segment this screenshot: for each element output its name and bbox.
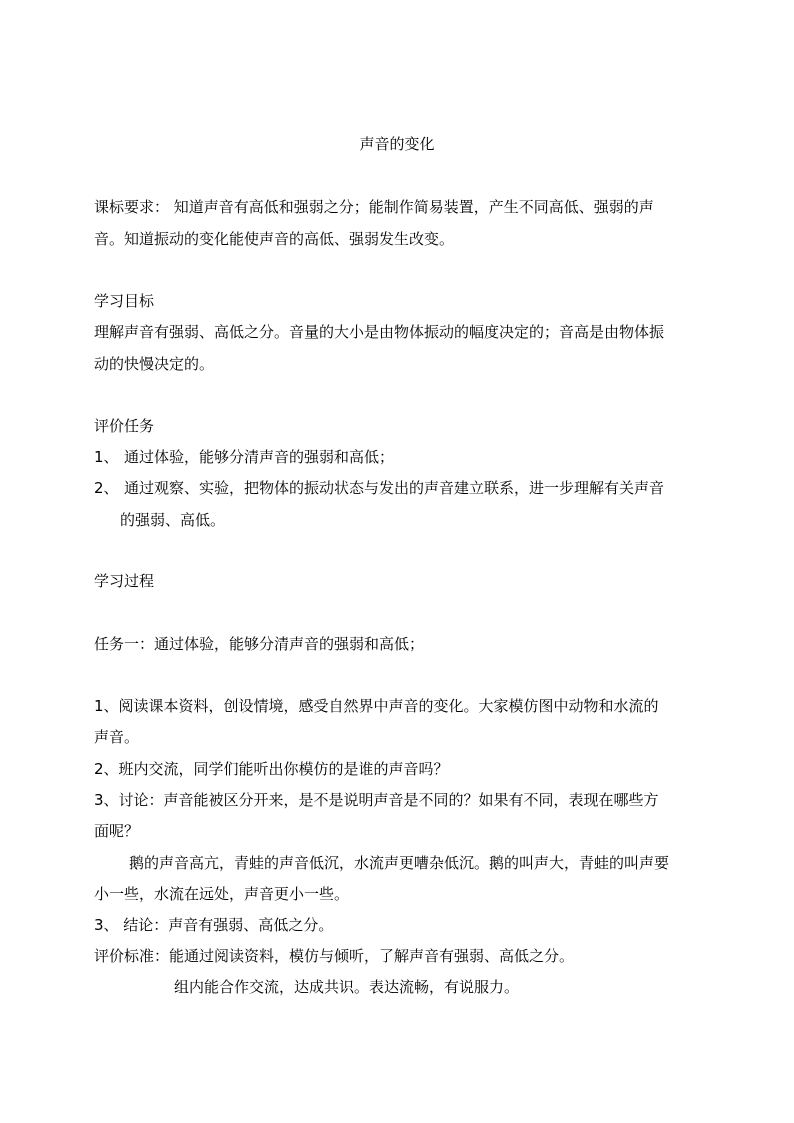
task-1-heading: 任务一：通过体验，能够分清声音的强弱和高低； — [94, 635, 425, 653]
curriculum-requirement-line-1: 课标要求： 知道声音有高低和强弱之分；能制作简易装置，产生不同高低、强弱的声 — [94, 198, 654, 216]
evaluation-task-2-continuation: 的强弱、高低。 — [120, 511, 226, 529]
process-heading: 学习过程 — [94, 572, 155, 590]
step-2: 2、班内交流，同学们能听出你模仿的是谁的声音吗？ — [94, 760, 449, 778]
evaluation-task-2-text: 通过观察、实验，把物体的振动状态与发出的声音建立联系，进一步理解有关声音 — [124, 479, 665, 497]
step-1-line-1: 1、阅读课本资料，创设情境，感受自然界中声音的变化。大家模仿图中动物和水流的 — [94, 697, 659, 715]
step-1-line-2: 声音。 — [94, 728, 140, 746]
evaluation-task-1-number: 1、 — [94, 448, 119, 466]
curriculum-requirement-line-2: 音。知道振动的变化能使声音的高低、强弱发生改变。 — [94, 230, 455, 248]
step-3-line-1: 3、讨论：声音能被区分开来，是不是说明声音是不同的？如果有不同，表现在哪些方 — [94, 791, 659, 809]
criteria-line-2: 组内能合作交流，达成共识。表达流畅，有说服力。 — [174, 978, 520, 996]
answer-line-2: 小一些，水流在远处，声音更小一些。 — [94, 885, 350, 903]
objectives-heading: 学习目标 — [94, 292, 155, 310]
criteria-line-1: 评价标准：能通过阅读资料，模仿与倾听，了解声音有强弱、高低之分。 — [94, 947, 575, 965]
page-title: 声音的变化 — [359, 135, 435, 153]
evaluation-tasks-heading: 评价任务 — [94, 417, 155, 435]
evaluation-task-1-text: 通过体验，能够分清声音的强弱和高低； — [124, 448, 395, 466]
conclusion: 3、 结论：声音有强弱、高低之分。 — [94, 916, 334, 934]
evaluation-task-2-number: 2、 — [94, 479, 119, 497]
objectives-line-2: 动的快慢决定的。 — [94, 355, 215, 373]
step-3-line-2: 面呢？ — [94, 822, 140, 840]
objectives-line-1: 理解声音有强弱、高低之分。音量的大小是由物体振动的幅度决定的；音高是由物体振 — [94, 323, 665, 341]
answer-line-1: 鹅的声音高亢，青蛙的声音低沉，水流声更嘈杂低沉。鹅的叫声大，青蛙的叫声要 — [129, 854, 670, 872]
